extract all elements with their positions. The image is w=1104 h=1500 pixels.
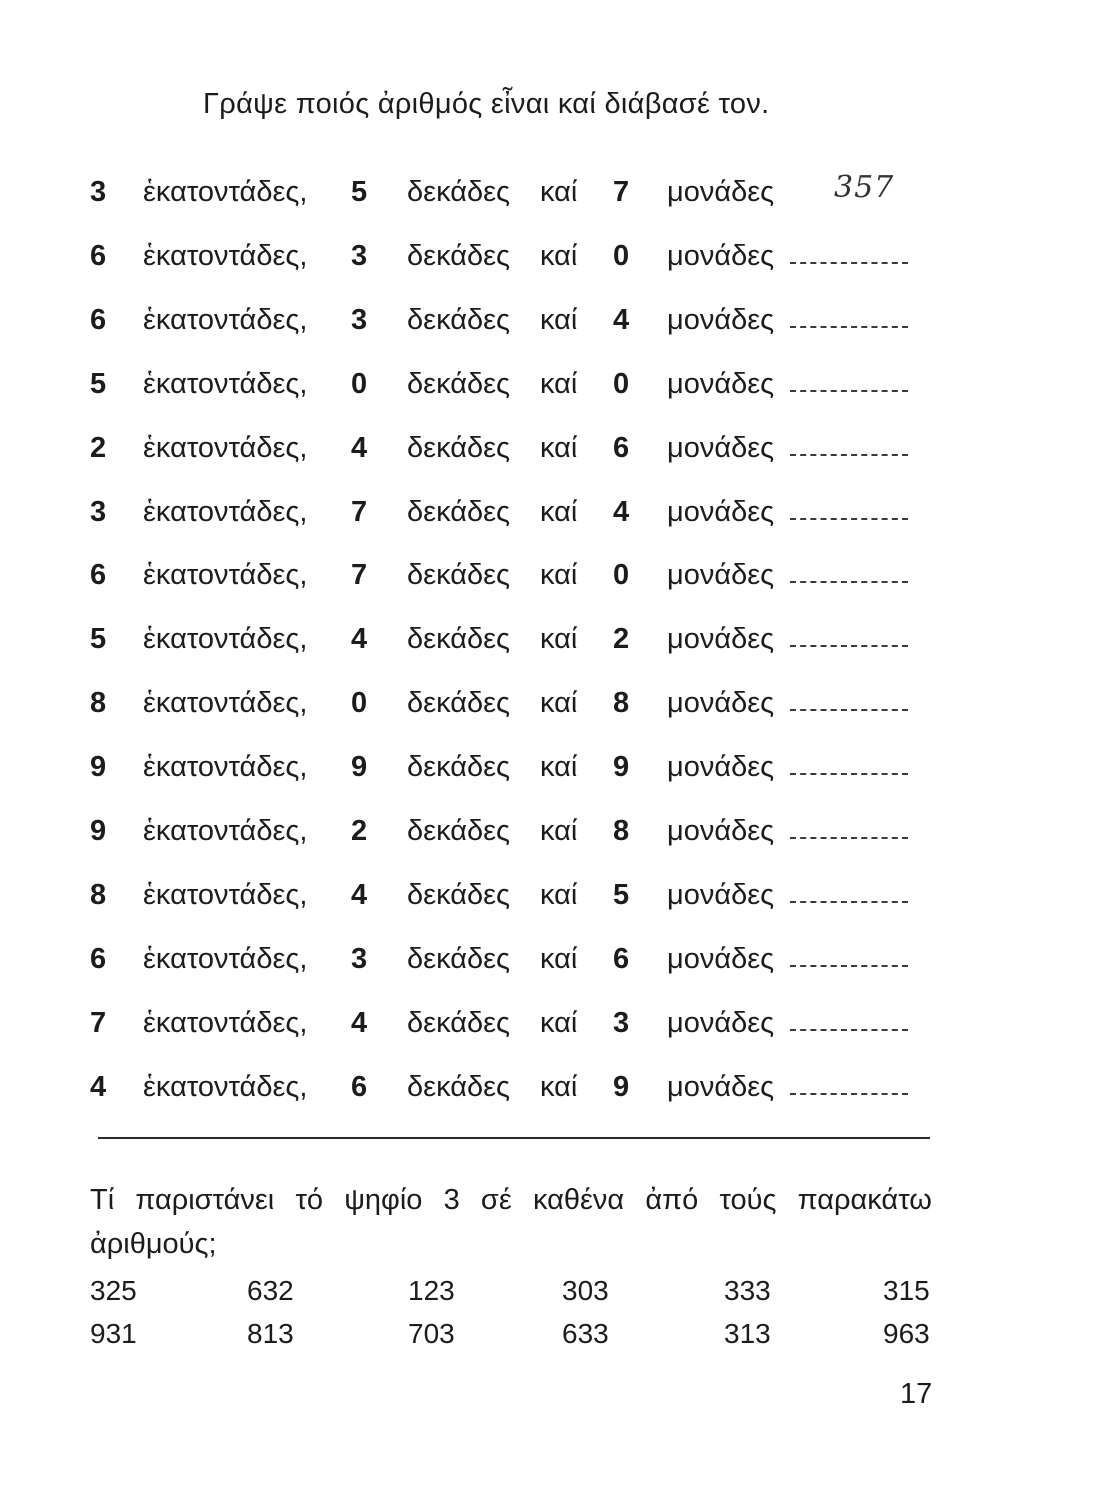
units-word: μονάδες <box>667 368 775 400</box>
number-item: 315 <box>883 1275 930 1306</box>
hundreds-digit: 6 <box>90 304 107 336</box>
question-line-1 <box>90 1178 932 1222</box>
tens-digit: 6 <box>351 1071 368 1103</box>
units-word: μονάδες <box>667 751 775 783</box>
hundreds-word: ἑκατοντάδες, <box>143 304 308 336</box>
exercise-row <box>0 432 1104 472</box>
and-word: καί <box>540 623 578 655</box>
number-item: 313 <box>724 1318 771 1349</box>
units-digit: 5 <box>613 879 630 911</box>
hundreds-digit: 3 <box>90 496 107 528</box>
units-word: μονάδες <box>667 176 775 208</box>
exercise-row <box>0 815 1104 855</box>
answer-blank[interactable] <box>790 965 908 967</box>
tens-word: δεκάδες <box>407 687 511 719</box>
tens-digit: 5 <box>351 176 368 208</box>
units-word: μονάδες <box>667 496 775 528</box>
tens-word: δεκάδες <box>407 1071 511 1103</box>
hundreds-digit: 6 <box>90 943 107 975</box>
units-word: μονάδες <box>667 240 775 272</box>
number-item: 632 <box>247 1275 294 1306</box>
tens-word: δεκάδες <box>407 368 511 400</box>
and-word: καί <box>540 559 578 591</box>
tens-digit: 4 <box>351 879 368 911</box>
tens-digit: 3 <box>351 240 368 272</box>
units-digit: 2 <box>613 623 630 655</box>
number-item: 633 <box>562 1318 609 1349</box>
hundreds-digit: 5 <box>90 623 107 655</box>
question-text <box>90 1178 932 1266</box>
exercise-row <box>0 1071 1104 1111</box>
and-word: καί <box>540 368 578 400</box>
tens-digit: 4 <box>351 1007 368 1039</box>
units-digit: 8 <box>613 687 630 719</box>
tens-word: δεκάδες <box>407 496 511 528</box>
and-word: καί <box>540 240 578 272</box>
units-word: μονάδες <box>667 304 775 336</box>
number-row <box>0 1275 1104 1311</box>
hundreds-digit: 7 <box>90 1007 107 1039</box>
hundreds-word: ἑκατοντάδες, <box>143 815 308 847</box>
hundreds-word: ἑκατοντάδες, <box>143 1007 308 1039</box>
and-word: καί <box>540 879 578 911</box>
tens-digit: 0 <box>351 687 368 719</box>
tens-digit: 7 <box>351 496 368 528</box>
hundreds-word: ἑκατοντάδες, <box>143 687 308 719</box>
tens-word: δεκάδες <box>407 815 511 847</box>
units-word: μονάδες <box>667 1071 775 1103</box>
question-word: παρακάτω <box>797 1184 932 1216</box>
question-word: ἀπό <box>645 1184 699 1216</box>
tens-digit: 4 <box>351 623 368 655</box>
tens-word: δεκάδες <box>407 751 511 783</box>
tens-word: δεκάδες <box>407 559 511 591</box>
page-number: 17 <box>900 1378 933 1410</box>
units-digit: 6 <box>613 943 630 975</box>
answer-blank[interactable] <box>790 518 908 520</box>
units-word: μονάδες <box>667 559 775 591</box>
hundreds-word: ἑκατοντάδες, <box>143 943 308 975</box>
units-word: μονάδες <box>667 432 775 464</box>
number-item: 813 <box>247 1318 294 1349</box>
and-word: καί <box>540 751 578 783</box>
exercise-row <box>0 623 1104 663</box>
exercise-row <box>0 1007 1104 1047</box>
hundreds-digit: 4 <box>90 1071 107 1103</box>
tens-digit: 4 <box>351 432 368 464</box>
tens-digit: 7 <box>351 559 368 591</box>
units-digit: 7 <box>613 176 630 208</box>
hundreds-word: ἑκατοντάδες, <box>143 751 308 783</box>
and-word: καί <box>540 943 578 975</box>
tens-word: δεκάδες <box>407 623 511 655</box>
hundreds-digit: 6 <box>90 240 107 272</box>
hundreds-digit: 9 <box>90 815 107 847</box>
question-word: παριστάνει <box>135 1184 275 1216</box>
exercise-row <box>0 687 1104 727</box>
tens-digit: 0 <box>351 368 368 400</box>
answer-blank[interactable] <box>790 390 908 392</box>
hundreds-digit: 5 <box>90 368 107 400</box>
tens-digit: 9 <box>351 751 368 783</box>
tens-digit: 3 <box>351 304 368 336</box>
units-digit: 9 <box>613 1071 630 1103</box>
units-digit: 9 <box>613 751 630 783</box>
hundreds-digit: 3 <box>90 176 107 208</box>
number-item: 325 <box>90 1275 137 1306</box>
answer-blank[interactable] <box>790 1029 908 1031</box>
exercise-row <box>0 240 1104 280</box>
tens-word: δεκάδες <box>407 240 511 272</box>
and-word: καί <box>540 1007 578 1039</box>
question-word: καθένα <box>532 1184 625 1216</box>
tens-word: δεκάδες <box>407 176 511 208</box>
question-word: τό <box>295 1184 324 1216</box>
units-word: μονάδες <box>667 943 775 975</box>
exercise-row <box>0 170 1104 216</box>
exercise-row <box>0 943 1104 983</box>
question-word: Τί <box>90 1184 115 1216</box>
number-item: 963 <box>883 1318 930 1349</box>
answer-blank[interactable] <box>790 454 908 456</box>
section-divider <box>98 1137 930 1139</box>
tens-word: δεκάδες <box>407 1007 511 1039</box>
hundreds-digit: 8 <box>90 687 107 719</box>
exercise-row <box>0 304 1104 344</box>
and-word: καί <box>540 815 578 847</box>
hundreds-word: ἑκατοντάδες, <box>143 432 308 464</box>
number-item: 703 <box>408 1318 455 1349</box>
units-digit: 4 <box>613 496 630 528</box>
tens-digit: 2 <box>351 815 368 847</box>
units-digit: 0 <box>613 559 630 591</box>
answer-blank[interactable] <box>790 645 908 647</box>
hundreds-word: ἑκατοντάδες, <box>143 879 308 911</box>
answer-blank[interactable] <box>790 901 908 903</box>
number-item: 123 <box>408 1275 455 1306</box>
exercise-row <box>0 368 1104 408</box>
units-digit: 8 <box>613 815 630 847</box>
exercise-row <box>0 751 1104 791</box>
hundreds-word: ἑκατοντάδες, <box>143 176 308 208</box>
answer-blank[interactable] <box>790 262 908 264</box>
units-word: μονάδες <box>667 687 775 719</box>
number-item: 333 <box>724 1275 771 1306</box>
exercise-title: Γράψε ποιός ἀριθμός εἶναι καί διάβασέ τον. <box>203 88 770 120</box>
tens-word: δεκάδες <box>407 943 511 975</box>
units-word: μονάδες <box>667 879 775 911</box>
units-word: μονάδες <box>667 1007 775 1039</box>
exercise-row <box>0 559 1104 599</box>
number-item: 931 <box>90 1318 137 1349</box>
units-digit: 0 <box>613 368 630 400</box>
units-word: μονάδες <box>667 815 775 847</box>
number-row <box>0 1318 1104 1354</box>
tens-word: δεκάδες <box>407 304 511 336</box>
hundreds-digit: 6 <box>90 559 107 591</box>
and-word: καί <box>540 304 578 336</box>
units-digit: 6 <box>613 432 630 464</box>
hundreds-digit: 2 <box>90 432 107 464</box>
units-digit: 4 <box>613 304 630 336</box>
and-word: καί <box>540 176 578 208</box>
hundreds-word: ἑκατοντάδες, <box>143 1071 308 1103</box>
answer-blank[interactable] <box>790 326 908 328</box>
and-word: καί <box>540 496 578 528</box>
and-word: καί <box>540 687 578 719</box>
units-word: μονάδες <box>667 623 775 655</box>
question-line-2: ἀριθμούς; <box>90 1228 217 1260</box>
hundreds-word: ἑκατοντάδες, <box>143 368 308 400</box>
tens-digit: 3 <box>351 943 368 975</box>
hundreds-word: ἑκατοντάδες, <box>143 240 308 272</box>
hundreds-digit: 8 <box>90 879 107 911</box>
question-word: σέ <box>480 1184 512 1216</box>
tens-word: δεκάδες <box>407 432 511 464</box>
units-digit: 3 <box>613 1007 630 1039</box>
answer-blank[interactable] <box>790 773 908 775</box>
answer-blank[interactable] <box>790 709 908 711</box>
answer-blank[interactable] <box>790 1093 908 1095</box>
number-item: 303 <box>562 1275 609 1306</box>
question-word: 3 <box>443 1184 460 1216</box>
answer-blank[interactable] <box>790 581 908 583</box>
hundreds-word: ἑκατοντάδες, <box>143 496 308 528</box>
units-digit: 0 <box>613 240 630 272</box>
hundreds-word: ἑκατοντάδες, <box>143 623 308 655</box>
question-word: ψηφίο <box>344 1184 423 1216</box>
question-word: τούς <box>719 1184 777 1216</box>
tens-word: δεκάδες <box>407 879 511 911</box>
hundreds-word: ἑκατοντάδες, <box>143 559 308 591</box>
and-word: καί <box>540 432 578 464</box>
exercise-row <box>0 496 1104 536</box>
hundreds-digit: 9 <box>90 751 107 783</box>
handwritten-answer: 357 <box>834 170 895 205</box>
and-word: καί <box>540 1071 578 1103</box>
exercise-row <box>0 879 1104 919</box>
answer-blank[interactable] <box>790 837 908 839</box>
